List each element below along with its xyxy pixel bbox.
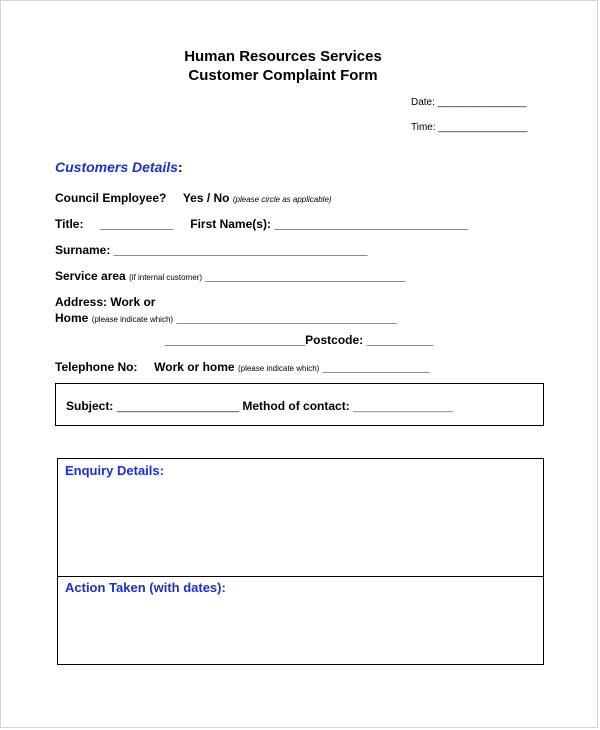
telephone-field[interactable]: ________________	[322, 360, 430, 374]
service-area-row	[55, 269, 406, 283]
title-row	[55, 217, 468, 231]
details-box	[57, 458, 544, 665]
postcode-field[interactable]: __________	[366, 333, 434, 347]
address-label-row	[55, 295, 155, 309]
details-divider	[58, 576, 543, 577]
subject-field[interactable]: ______________________	[116, 402, 240, 413]
council-employee-options[interactable]: Yes / No	[182, 191, 230, 205]
subject-box	[55, 383, 544, 426]
title-field[interactable]: ___________	[100, 217, 174, 231]
surname-row	[55, 243, 367, 257]
customers-details-heading-text: Customers Details	[55, 159, 178, 175]
title-label: Title:	[55, 217, 84, 231]
subject-label: Subject:	[66, 399, 114, 413]
enquiry-details-heading: Enquiry Details:	[65, 463, 164, 478]
council-employee-note: (please circle as applicable)	[232, 195, 332, 204]
action-taken-heading: Action Taken (with dates):	[65, 580, 226, 595]
subject-row	[66, 399, 453, 413]
surname-label: Surname:	[55, 243, 111, 257]
service-area-label: Service area	[55, 269, 126, 283]
telephone-options[interactable]: Work or home	[154, 360, 235, 374]
postcode-label: _____________________Postcode:	[165, 333, 364, 347]
date-field[interactable]: Date: ________________	[411, 97, 527, 108]
home-label: Home	[55, 311, 89, 325]
customers-details-heading	[55, 159, 183, 175]
home-address-field[interactable]: _________________________________	[176, 311, 397, 325]
service-area-field[interactable]: ______________________________	[205, 269, 406, 283]
home-note: (please indicate which)	[91, 315, 174, 324]
method-of-contact-label: Method of contact:	[242, 399, 350, 413]
method-of-contact-field[interactable]: __________________	[353, 402, 454, 413]
first-name-field[interactable]: _____________________________	[274, 217, 468, 231]
customers-details-heading-colon: :	[177, 159, 183, 175]
form-title-line2: Customer Complaint Form	[188, 67, 378, 84]
telephone-label: Telephone No:	[55, 360, 138, 374]
address-label: Address: Work or	[55, 295, 156, 309]
council-employee-row	[55, 191, 332, 205]
form-title-line1: Human Resources Services	[184, 48, 382, 65]
surname-field[interactable]: ______________________________________	[113, 243, 368, 257]
first-name-label: First Name(s):	[190, 217, 271, 231]
time-field[interactable]: Time: ________________	[411, 122, 528, 133]
telephone-row	[55, 360, 429, 374]
service-area-note: (if internal customer)	[129, 273, 202, 282]
council-employee-label: Council Employee?	[55, 191, 167, 205]
telephone-note: (please indicate which)	[237, 364, 320, 373]
postcode-row	[165, 333, 433, 347]
home-address-row	[55, 311, 397, 325]
